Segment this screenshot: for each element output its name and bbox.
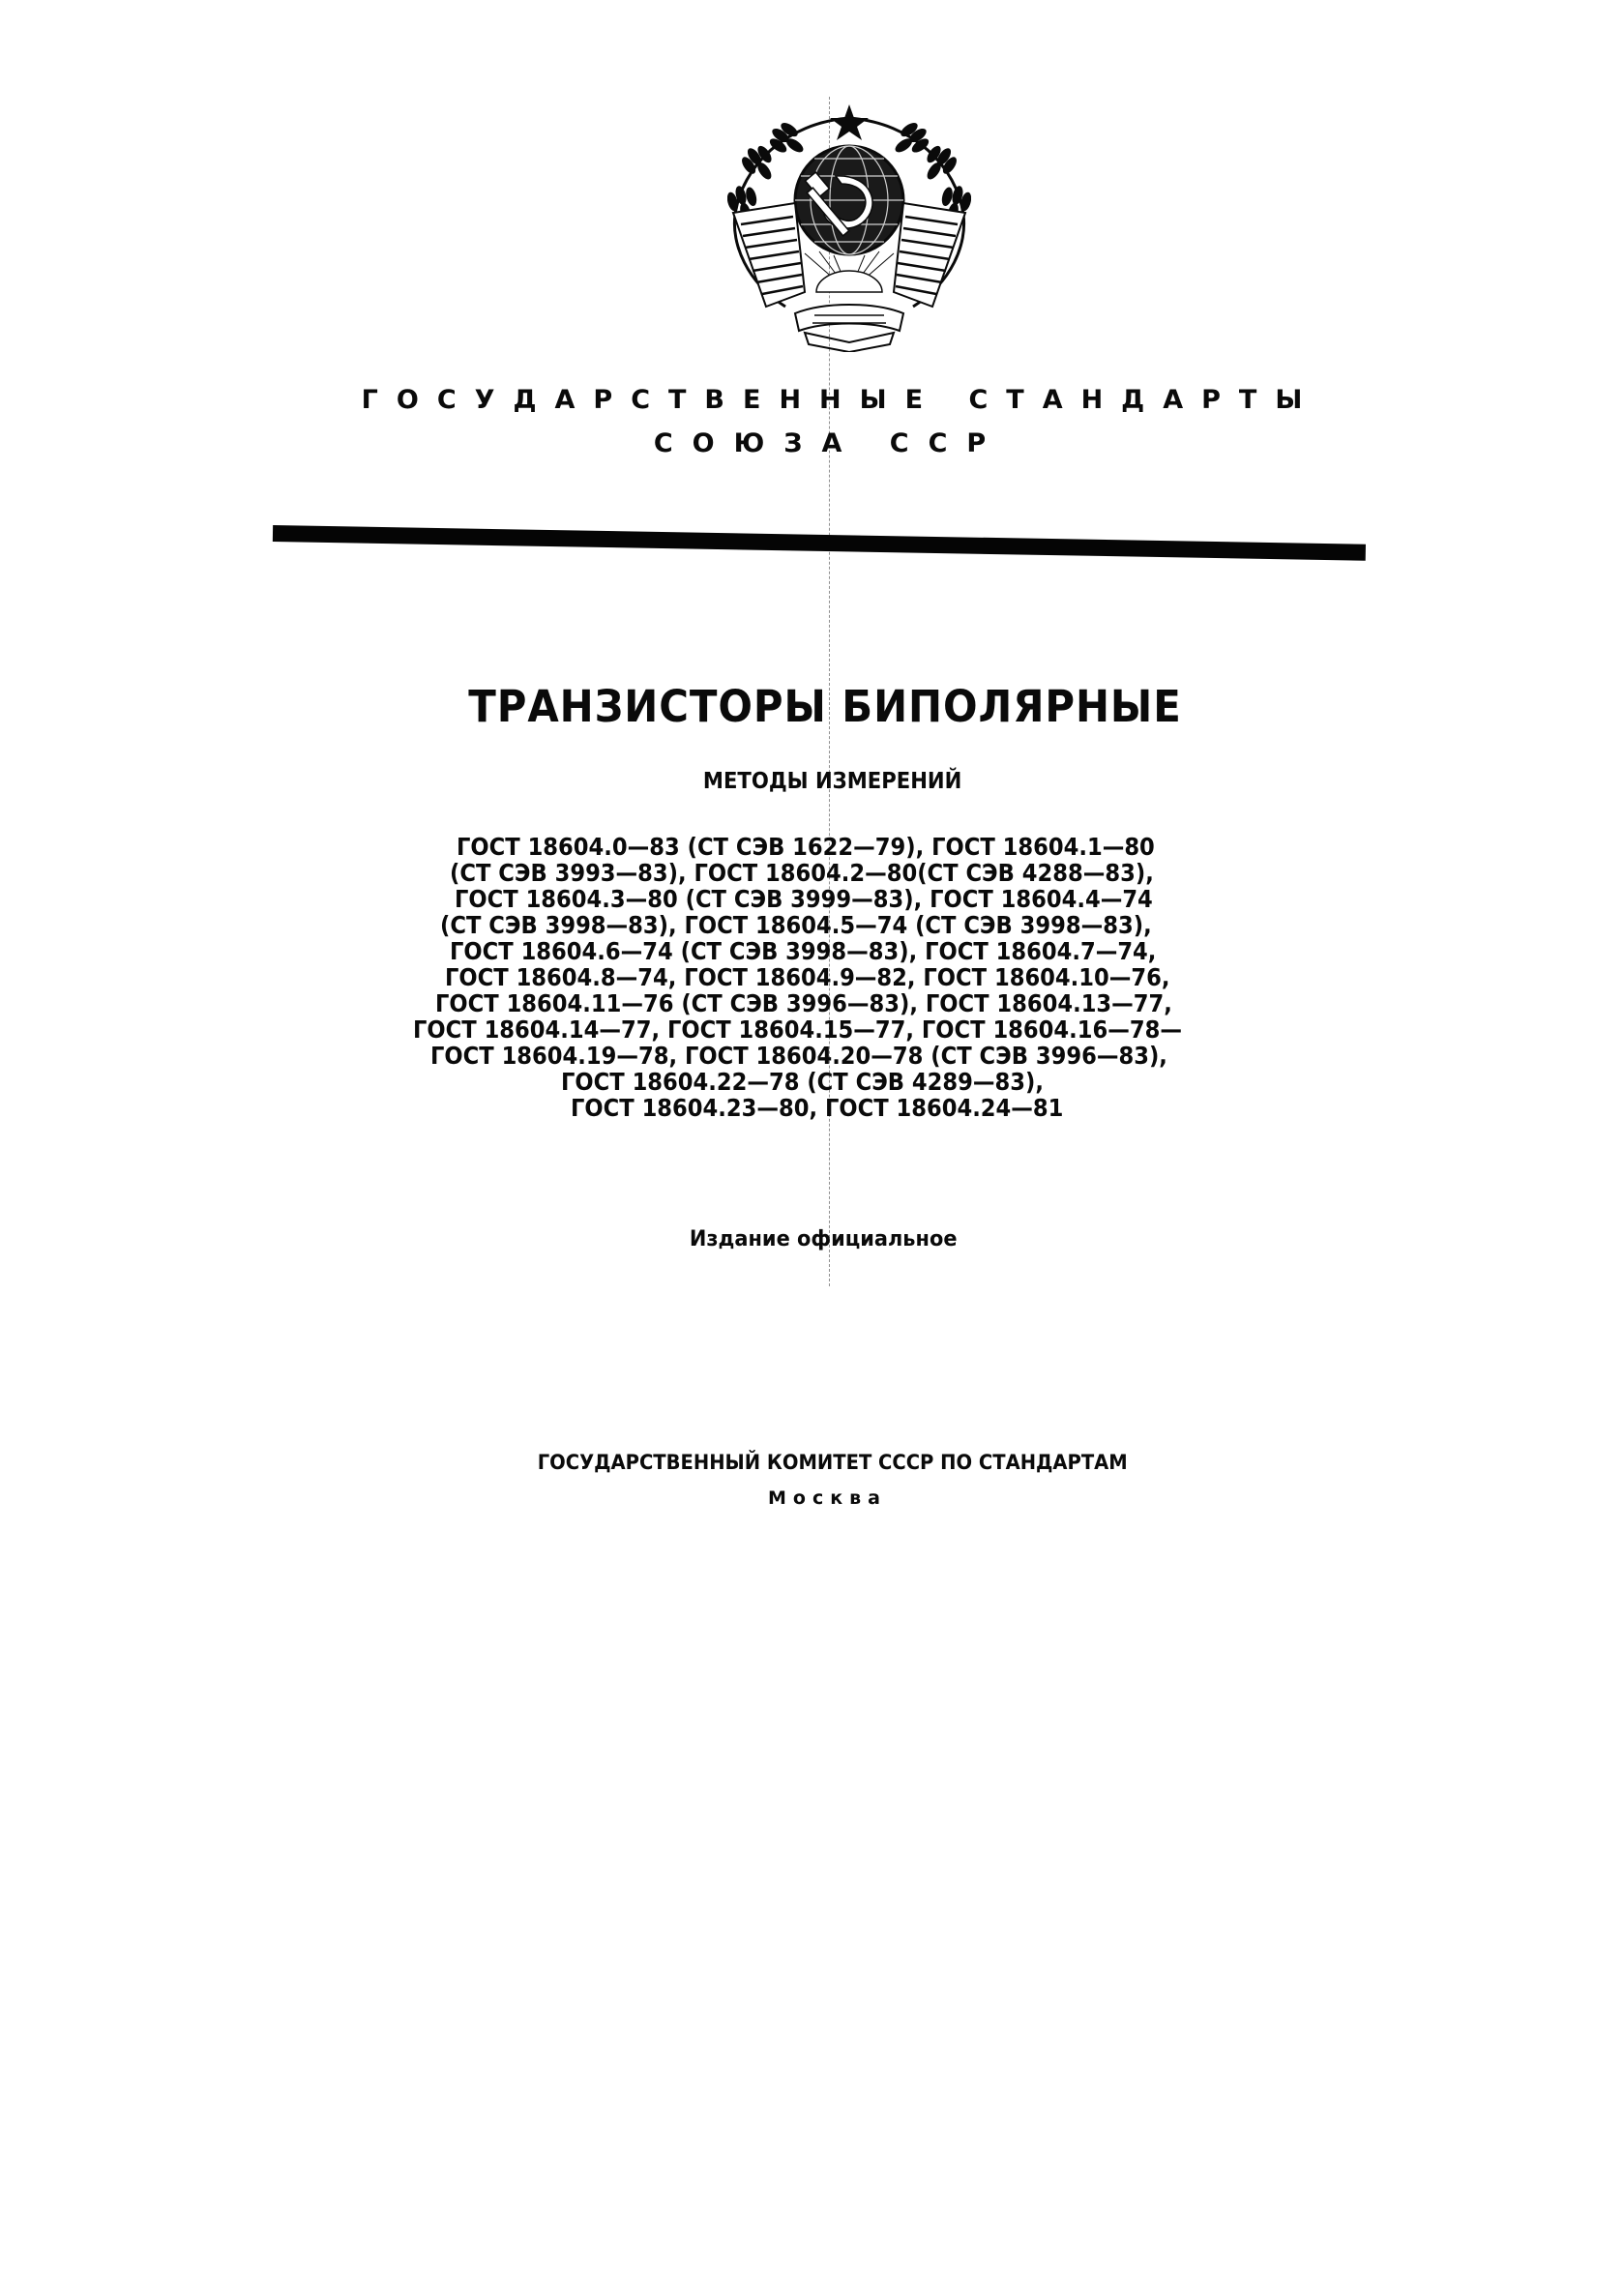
standards-line: ГОСТ 18604.14—77, ГОСТ 18604.15—77, ГОСТ 18604.16—78— (413, 1016, 1182, 1044)
standards-line: ГОСТ 18604.3—80 (СТ СЭВ 3999—83), ГОСТ 18604.4—74 (455, 885, 1153, 913)
standards-line: ГОСТ 18604.11—76 (СТ СЭВ 3996—83), ГОСТ 18604.13—77, (435, 989, 1172, 1017)
document-title: ТРАНЗИСТОРЫ БИПОЛЯРНЫЕ (468, 681, 1182, 732)
series-title-line1: ГОСУДАРСТВЕННЫЕ СТАНДАРТЫ (361, 385, 1321, 415)
series-title-line2: СОЮЗА ССР (653, 428, 1006, 458)
standards-line: ГОСТ 18604.6—74 (СТ СЭВ 3998—83), ГОСТ 18604.7—74, (450, 937, 1157, 965)
standards-line: ГОСТ 18604.22—78 (СТ СЭВ 4289—83), (561, 1068, 1044, 1096)
header-rule-bar (273, 525, 1366, 561)
document-subtitle: МЕТОДЫ ИЗМЕРЕНИЙ (702, 769, 962, 794)
publication-city: Москва (768, 1487, 887, 1509)
standards-line: (СТ СЭВ 3993—83), ГОСТ 18604.2—80(СТ СЭВ 4288—83), (450, 859, 1154, 887)
publisher-name: ГОСУДАРСТВЕННЫЙ КОМИТЕТ СССР ПО СТАНДАРТАМ (537, 1451, 1128, 1474)
standards-line: ГОСТ 18604.0—83 (СТ СЭВ 1622—79), ГОСТ 18604.1—80 (457, 833, 1155, 861)
standards-line: ГОСТ 18604.19—78, ГОСТ 18604.20—78 (СТ СЭВ 3996—83), (430, 1042, 1167, 1070)
standards-line: ГОСТ 18604.8—74, ГОСТ 18604.9—82, ГОСТ 18604.10—76, (445, 963, 1170, 991)
ussr-state-emblem-icon (727, 99, 971, 352)
edition-label: Издание официальное (689, 1227, 958, 1251)
standards-line: (СТ СЭВ 3998—83), ГОСТ 18604.5—74 (СТ СЭВ 3998—83), (440, 911, 1152, 939)
standards-line: ГОСТ 18604.23—80, ГОСТ 18604.24—81 (571, 1094, 1064, 1122)
